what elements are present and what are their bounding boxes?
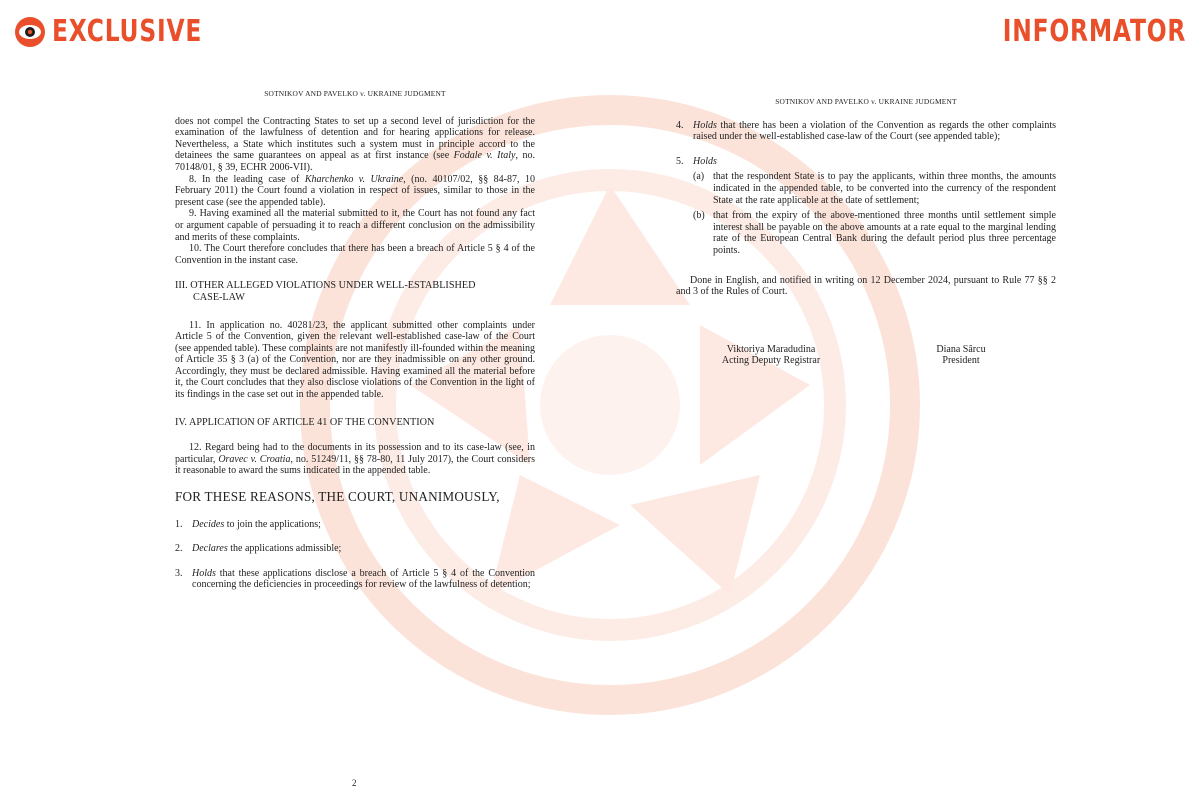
signature-block: [676, 344, 1056, 367]
running-head-right: SOTNIKOV AND PAVELKO v. UKRAINE JUDGMENT: [775, 97, 957, 106]
running-head-left: SOTNIKOV AND PAVELKO v. UKRAINE JUDGMENT: [264, 89, 446, 98]
section-heading-iii: III. OTHER ALLEGED VIOLATIONS UNDER WELL-ESTABLISHED CASE-LAW: [175, 280, 476, 303]
informator-label: INFORMATOR: [1002, 14, 1186, 49]
president-name: Diana Sârcu: [936, 343, 986, 355]
page-number: 2: [352, 778, 357, 788]
brand-exclusive: [14, 12, 244, 52]
exclusive-label: EXCLUSIVE: [52, 14, 203, 49]
paragraph-8: 8. In the leading case of Kharchenko v. Ukraine, (no. 40107/02, §§ 84-87, 10 February 2011) the Court found a violation in respect of issues, similar to those in the present case (see the appended table).: [175, 173, 535, 208]
signature-president: [866, 344, 1056, 367]
operative-provision-5: 5. Holds: [676, 155, 717, 167]
registrar-title: Acting Deputy Registrar: [721, 355, 821, 367]
done-in-english-paragraph: Done in English, and notified in writing on 12 December 2024, pursuant to Rule 77 §§ 2 and 3 of the Rules of Court.: [676, 274, 1056, 298]
paragraph-11: 11. In application no. 40281/23, the applicant submitted other complaints under Article 5 of the Convention, given the relevant well-established case-law of the Court (see appended table). These complaints are not manifestly ill-founded within the meaning of Article 35 § 3 (a) of the Convention, nor are they inadmissible on any other ground. Accordingly, they must be declared admissible. Having examined all the material before it, the Court concludes that they also disclose violations of the Convention in the light of its findings in the case set out in the appended table.: [175, 319, 535, 401]
eye-logo-icon: [14, 16, 46, 48]
left-page: [175, 88, 535, 604]
paragraph-10: 10. The Court therefore concludes that there has been a breach of Article 5 § 4 of the Convention in the instant case.: [175, 243, 535, 266]
operative-provision-2: 2. Declares the applications admissible;: [175, 543, 342, 555]
operative-provision-1: 1. Decides to join the applications;: [175, 518, 321, 530]
operative-provision-4: 4. Holds that there has been a violation of the Convention as regards the other complaints raised under the well-established case-law of the Court (see appended table);: [676, 119, 1056, 143]
paragraph-7: does not compel the Contracting States to set up a second level of jurisdiction for the examination of the lawfulness of detention and for hearing applications for release. Nevertheless, a State which institutes such a system must in principle accord to the detainees the same guarantees on appeal as at first instance (see Fodale v. Italy, no. 70148/01, § 39, ECHR 2006-VII).: [175, 115, 535, 173]
brand-informator: [951, 12, 1186, 52]
provision-5a: (a) that the respondent State is to pay the applicants, within three months, the amounts indicated in the appended table, to be converted into the currency of the respondent State at the rate applicable at the date of settlement;: [693, 171, 1056, 206]
president-title: President: [942, 355, 980, 367]
provision-5b: (b) that from the expiry of the above-mentioned three months until settlement simple interest shall be payable on the above amounts at a rate equal to the marginal lending rate of the European Central Bank during the default period plus three percentage points.: [693, 210, 1056, 256]
paragraph-12: 12. Regard being had to the documents in its possession and to its case-law (see, in particular, Oravec v. Croatia, no. 51249/11, §§ 78-80, 11 July 2017), the Court considers it reasonable to award the sums indicated in the appended table.: [175, 442, 535, 477]
signature-registrar: [676, 344, 866, 367]
section-heading-iv: IV. APPLICATION OF ARTICLE 41 OF THE CONVENTION: [175, 416, 435, 428]
operative-provision-3: 3. Holds that these applications disclose a breach of Article 5 § 4 of the Convention concerning the deficiencies in proceedings for review of the lawfulness of detention;: [175, 567, 535, 591]
operative-provision-5-items: [676, 171, 1056, 256]
right-page: [676, 96, 1056, 367]
for-these-reasons-heading: FOR THESE REASONS, THE COURT, UNANIMOUSLY,: [175, 489, 500, 505]
registrar-name: Viktoriya Maradudina: [726, 343, 816, 355]
paragraph-9: 9. Having examined all the material submitted to it, the Court has not found any fact or argument capable of persuading it to reach a different conclusion on the admissibility and merits of these complaints.: [175, 208, 535, 243]
